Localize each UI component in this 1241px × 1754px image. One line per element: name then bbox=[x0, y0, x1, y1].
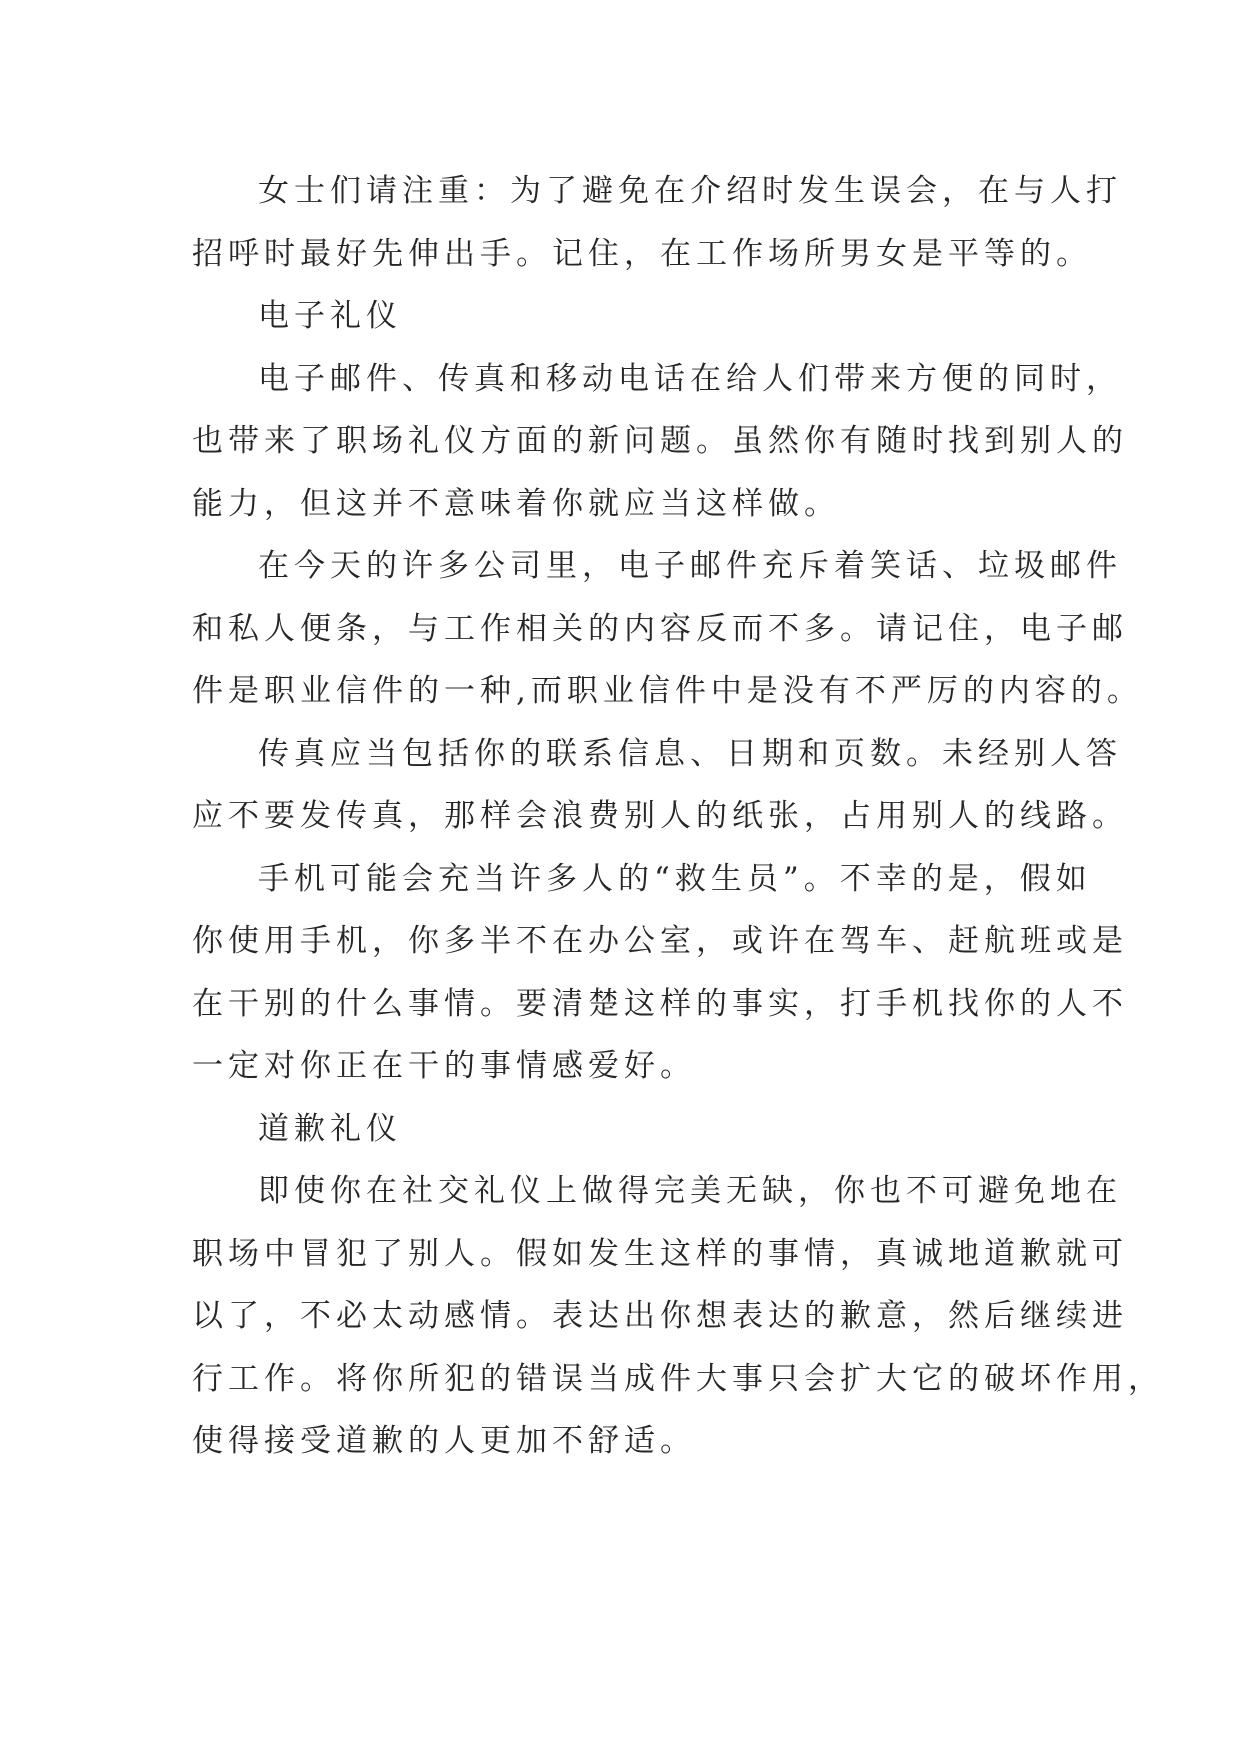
paragraph-line: 职场中冒犯了别人。假如发生这样的事情，真诚地道歉就可 bbox=[192, 1235, 1128, 1272]
paragraph-line: 也带来了职场礼仪方面的新问题。虽然你有随时找到别人的 bbox=[192, 423, 1128, 459]
paragraph-line: 在今天的许多公司里，电子邮件充斥着笑话、垃圾邮件 bbox=[258, 548, 1122, 584]
document-body bbox=[192, 160, 1164, 1473]
paragraph-line: 你使用手机，你多半不在办公室，或许在驾车、赶航班或是 bbox=[192, 923, 1128, 959]
paragraph-line: 一定对你正在干的事情感爱好。 bbox=[192, 1048, 696, 1084]
paragraph-line: 即使你在社交礼仪上做得完美无缺，你也不可避免地在 bbox=[258, 1173, 1122, 1209]
section-heading: 电子礼仪 bbox=[258, 298, 402, 334]
paragraph-line: 应不要发传真，那样会浪费别人的纸张，占用别人的线路。 bbox=[192, 798, 1128, 834]
paragraph-line: 电子邮件、传真和移动电话在给人们带来方便的同时， bbox=[258, 360, 1122, 397]
paragraph-line: 和私人便条，与工作相关的内容反而不多。请记住，电子邮 bbox=[192, 610, 1128, 647]
paragraph-line: 招呼时最好先伸出手。记住，在工作场所男女是平等的。 bbox=[192, 235, 1092, 272]
paragraph-line: 手机可能会充当许多人的“救生员”。不幸的是，假如 bbox=[258, 860, 1092, 897]
paragraph-line: 以了，不必太动感情。表达出你想表达的歉意，然后继续进 bbox=[192, 1298, 1128, 1334]
paragraph-line: 件是职业信件的一种,而职业信件中是没有不严厉的内容的。 bbox=[192, 673, 1143, 709]
paragraph-line: 女士们请注重：为了避免在介绍时发生误会，在与人打 bbox=[258, 173, 1122, 209]
paragraph-line: 能力，但这并不意味着你就应当这样做。 bbox=[192, 485, 840, 522]
section-heading: 道歉礼仪 bbox=[258, 1110, 402, 1147]
paragraph-line: 使得接受道歉的人更加不舒适。 bbox=[192, 1423, 696, 1459]
paragraph-line: 在干别的什么事情。要清楚这样的事实，打手机找你的人不 bbox=[192, 985, 1128, 1022]
paragraph-line: 传真应当包括你的联系信息、日期和页数。未经别人答 bbox=[258, 735, 1122, 772]
paragraph-line: 行工作。将你所犯的错误当成件大事只会扩大它的破坏作用， bbox=[192, 1360, 1164, 1397]
